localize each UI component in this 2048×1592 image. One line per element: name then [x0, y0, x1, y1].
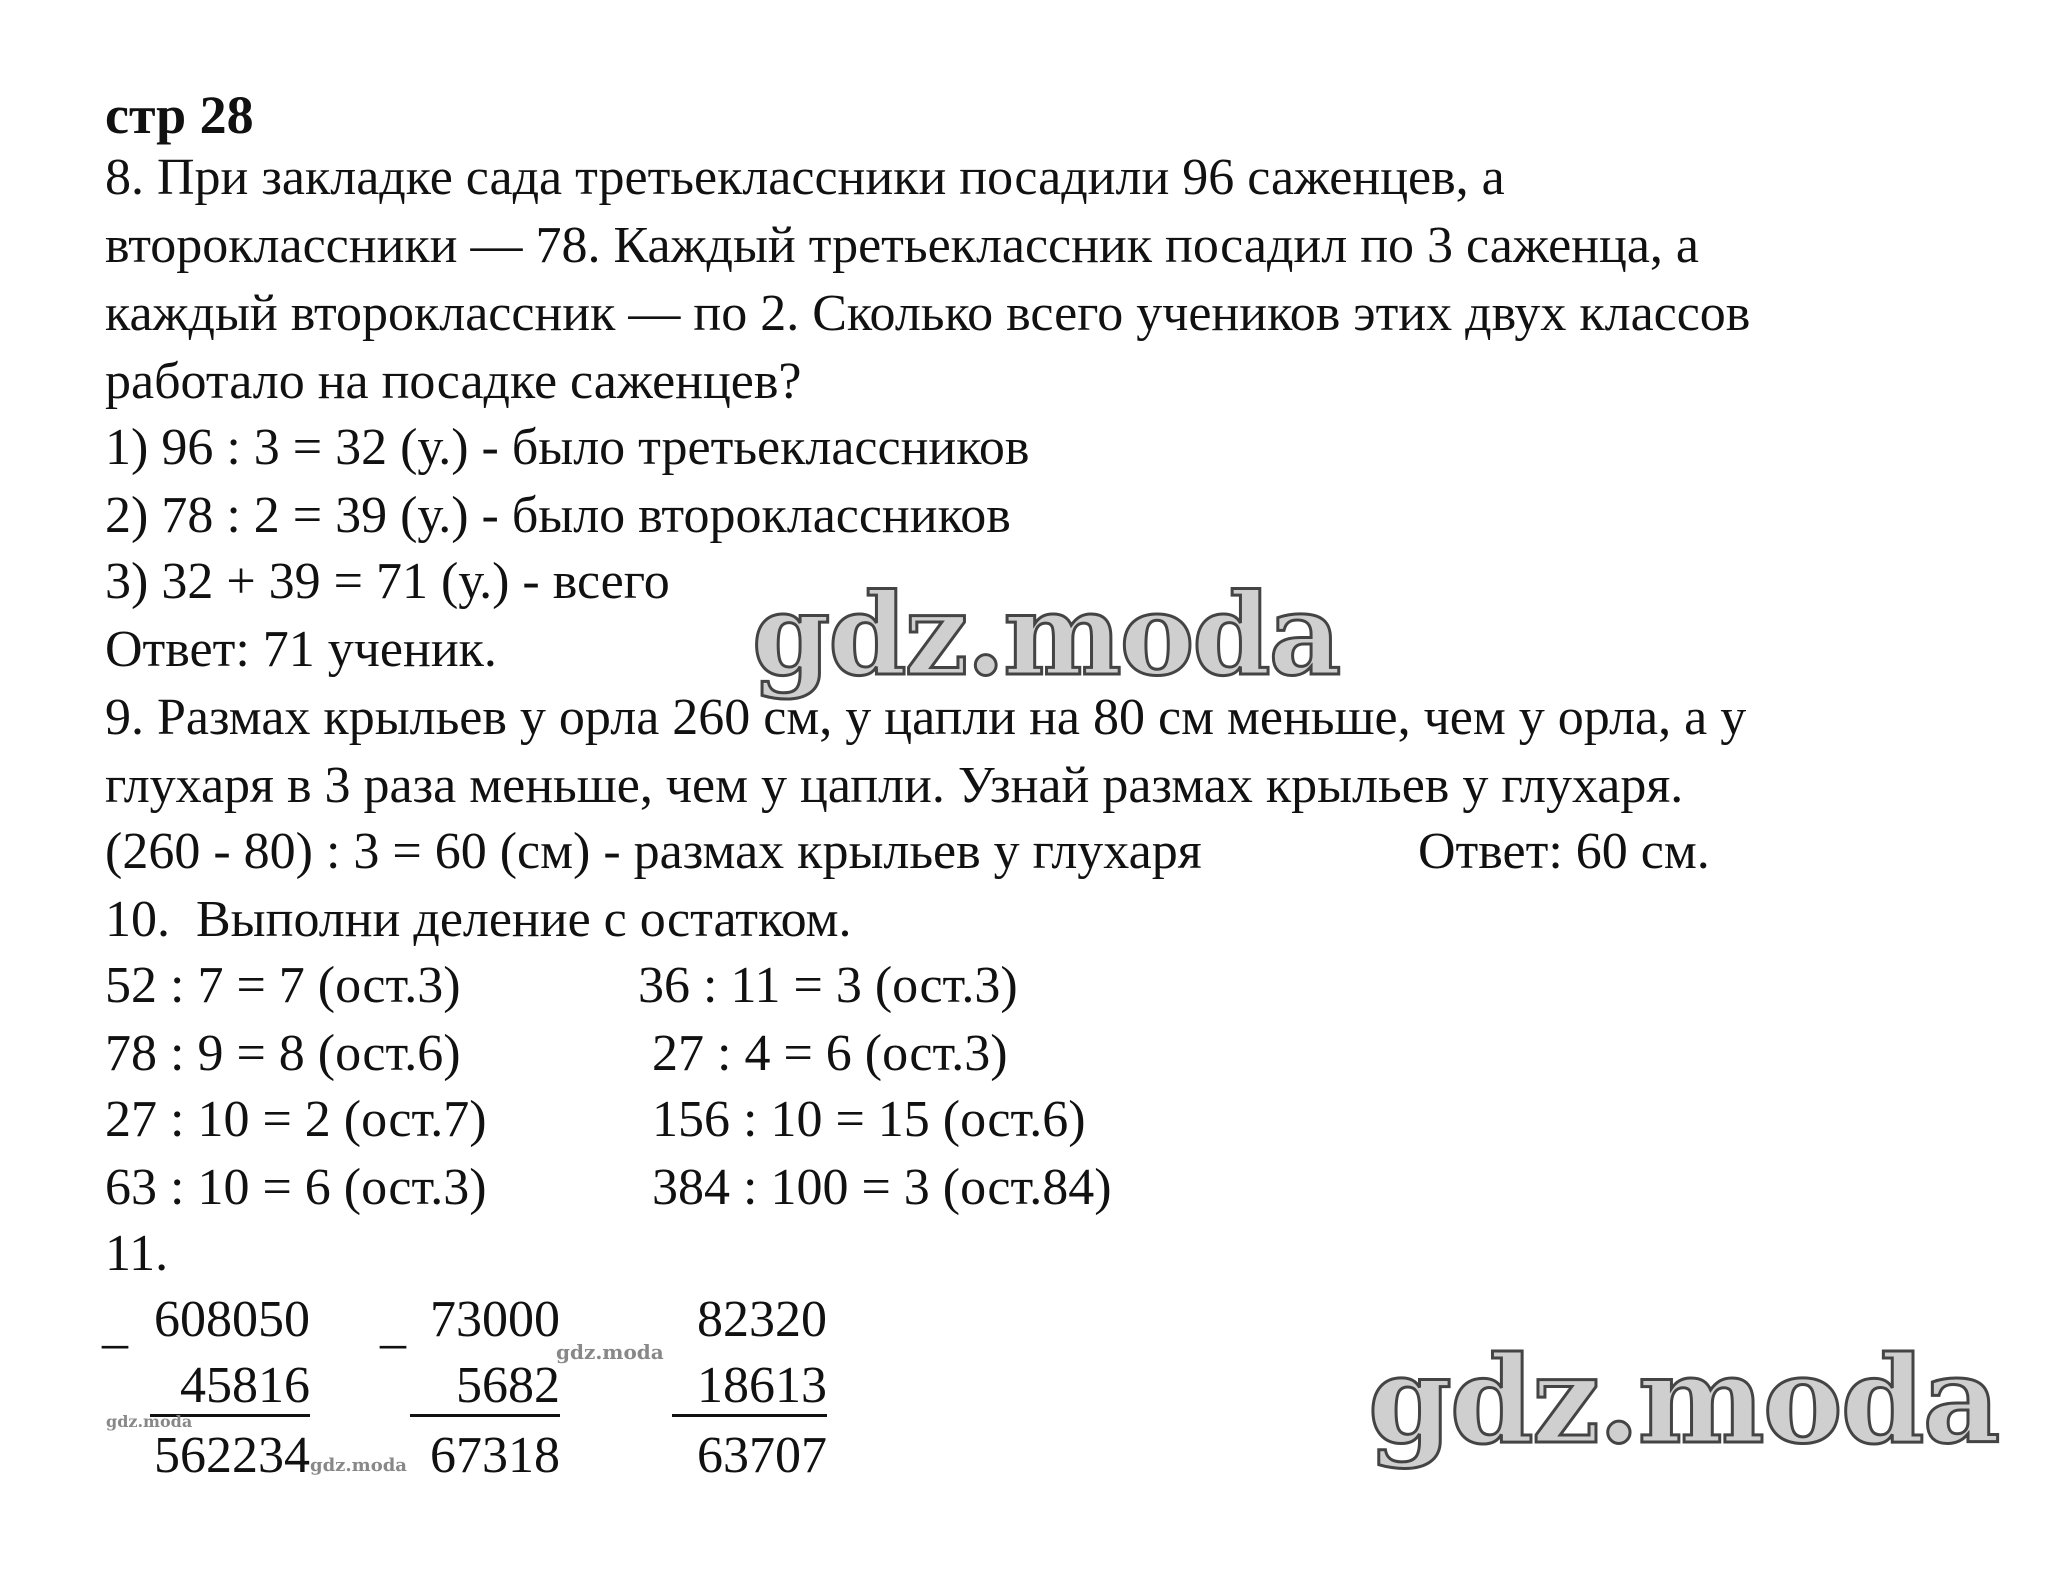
watermark-large-1: gdz.moda [752, 570, 1340, 701]
task8-answer: Ответ: 71 ученик. [105, 621, 497, 678]
task11-heading: 11. [105, 1225, 169, 1282]
task8-text-line-2: второклассники — 78. Каждый третьеклассник посадил по 3 саженца, а [105, 217, 1699, 274]
task9-solution: (260 - 80) : 3 = 60 (см) - размах крыльев у глухаря [105, 823, 1202, 880]
task10-left-4: 63 : 10 = 6 (ост.3) [105, 1159, 487, 1216]
task8-solution-step-1: 1) 96 : 3 = 32 (у.) - было третьеклассников [105, 419, 1030, 476]
minuend: 608050 [154, 1291, 310, 1348]
minus-sign: _ [380, 1297, 406, 1354]
task10-right-1: 36 : 11 = 3 (ост.3) [638, 957, 1018, 1014]
difference: 67318 [430, 1427, 560, 1484]
task10-left-3: 27 : 10 = 2 (ост.7) [105, 1091, 487, 1148]
watermark-small-3: gdz.moda [310, 1455, 407, 1476]
task8-text-line-3: каждый второклассник — по 2. Сколько всего учеников этих двух классов [105, 285, 1751, 342]
task8-text-line-4: работало на посадке саженцев? [105, 353, 802, 410]
minus-sign: _ [102, 1297, 128, 1354]
task9-answer: Ответ: 60 см. [1418, 823, 1710, 880]
task10-right-4: 384 : 100 = 3 (ост.84) [652, 1159, 1112, 1216]
task10-right-3: 156 : 10 = 15 (ост.6) [652, 1091, 1086, 1148]
difference: 63707 [697, 1427, 827, 1484]
task10-left-1: 52 : 7 = 7 (ост.3) [105, 957, 461, 1014]
task8-solution-step-3: 3) 32 + 39 = 71 (у.) - всего [105, 553, 670, 610]
task10-left-2: 78 : 9 = 8 (ост.6) [105, 1025, 461, 1082]
minuend: 82320 [697, 1291, 827, 1348]
subtrahend: 18613 [672, 1360, 827, 1417]
difference: 562234 [154, 1427, 310, 1484]
watermark-large-2: gdz.moda [1368, 1330, 1999, 1471]
watermark-small-2: gdz.moda [106, 1412, 193, 1431]
page-title: стр 28 [105, 85, 254, 145]
task8-solution-step-2: 2) 78 : 2 = 39 (у.) - было второклассников [105, 487, 1011, 544]
task9-text-line-1: 9. Размах крыльев у орла 260 см, у цапли на 80 см меньше, чем у орла, а у [105, 689, 1747, 746]
task10-right-2: 27 : 4 = 6 (ост.3) [652, 1025, 1008, 1082]
task10-heading: 10. Выполни деление с остатком. [105, 891, 852, 948]
task9-text-line-2: глухаря в 3 раза меньше, чем у цапли. Узнай размах крыльев у глухаря. [105, 757, 1684, 814]
subtrahend: 5682 [410, 1360, 560, 1417]
minuend: 73000 [430, 1291, 560, 1348]
subtrahend: 45816 [150, 1360, 310, 1417]
watermark-small-1: gdz.moda [556, 1340, 664, 1364]
task8-text-line-1: 8. При закладке сада третьеклассники посадили 96 саженцев, а [105, 149, 1505, 206]
